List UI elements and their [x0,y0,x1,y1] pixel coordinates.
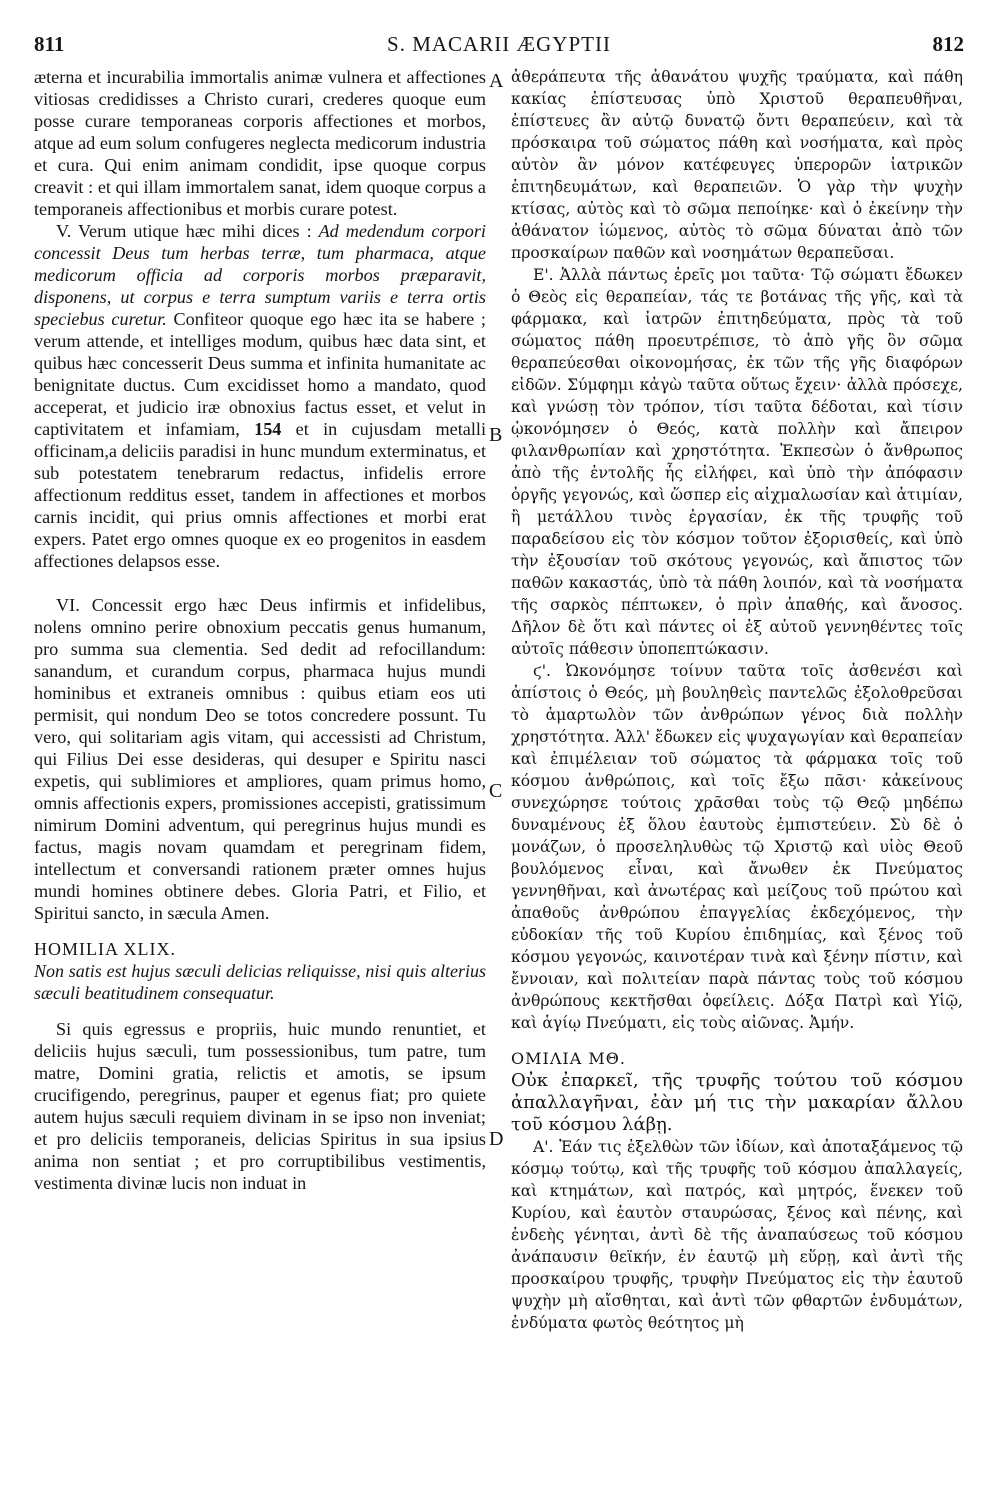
latin-p2-start: V. Verum utique hæc mihi dices : [56,221,319,241]
greek-homily-title: ΟΜΙΛΙΑ ΜΘ. [511,1049,626,1068]
greek-paragraph-4: Α'. Ἐάν τις ἐξελθὼν τῶν ἰδίων, καὶ ἀποταξάμενος τῷ κόσμῳ τούτῳ, καὶ τῆς τρυφῆς τοῦ κόσμου ἀπαλλαγείς, καὶ κτημάτων, καὶ πατρός, καὶ μητρός, ἕνεκεν τοῦ Κυρίου, καὶ ἑαυτὸν σταυρώσας, ξένος καὶ πένης, καὶ ἐνδεὴς γένηται, ἀντὶ δὲ τῆς ἀναπαύσεως τοῦ κόσμου ἀνάπαυσιν θεϊκήν, ἐν ἑαυτῷ μὴ εὕρῃ, καὶ ἀντὶ τῆς προσκαίρου τρυφῆς, τρυφὴν Πνεύματος εἰς τὴν ἑαυτοῦ ψυχὴν μὴ αἴσθηται, καὶ ἀντὶ τῶν φθαρτῶν ἐνδυμάτων, ἐνδύματα φωτὸς θεότητος μὴ [511,1138,963,1332]
greek-paragraph-2: Ε'. Ἀλλὰ πάντως ἐρεῖς μοι ταῦτα· Τῷ σώματι ἔδωκεν ὁ Θεὸς εἰς θεραπείαν, τάς τε βοτάνας τῆς γῆς, καὶ τὰ φάρμακα, καὶ ἰατρῶν ἐπιτηδεύματα, πρὸς τὰ τοῦ σώματος πάθη προευτρέπισε, τὸ ἀπὸ γῆς ὂν σῶμα θεραπεύεσθαι οἰκονομήσας, ἐκ τῶν τῆς γῆς διαφόρων εἰδῶν. Σύμφημι κἀγὼ ταῦτα οὕτως ἔχειν· ἀλλὰ πρόσεχε, καὶ γνώσῃ τὸν τρόπον, τίσι ταῦτα δέδοται, καὶ τίσιν ᾠκονόμησεν ὁ Θεός, κατὰ πολλὴν καὶ ἄπειρον φιλανθρωπίαν καὶ χρηστότητα. Ἐκπεσὼν ὁ ἄνθρωπος ἀπὸ τῆς ἐντολῆς ἧς εἰλήφει, καὶ ὑπὸ τὴν ἀπόφασιν ὀργῆς γεγονώς, καὶ ὥσπερ εἰς αἰχμαλωσίαν καὶ ἀτιμίαν, ἢ μετάλλου τινὸς ἐργασίαν, ἐκ τῆς τρυφῆς τοῦ παραδείσου εἰς τὸν κόσμον τοῦτον ἐξορισθείς, καὶ ὑπὸ τὴν ἐξουσίαν τοῦ σκότους γεγονώς, καὶ ἄπιστος τῶν παθῶν κακαστάς, ὑπὸ τὰ πάθη λοιπόν, καὶ τὰ νοσήματα τῆς σαρκὸς πέπτωκεν, ὁ πρὶν ἀπαθής, καὶ ἄνοσος. Δῆλον δὲ ὅτι καὶ πάντες οἱ ἐξ αὐτοῦ γεννηθέντες τοῖς αὐτοῖς πάθεσιν ὑποπεπτώκασιν. [511,266,963,658]
latin-homily-title: HOMILIA XLIX. [34,939,176,959]
greek-homily-subtitle: Οὐκ ἐπαρκεῖ, τῆς τρυφῆς τούτου τοῦ κόσμου ἀπαλλαγῆναι, ἐὰν μή τις τὴν μακαρίαν ἄλλου τοῦ κόσμου λάβῃ. [511,1070,963,1135]
margin-letter-d: D [489,1128,504,1150]
page-number-right: 812 [932,32,964,56]
latin-column [34,66,486,1194]
latin-paragraph-2 [34,220,486,572]
page-header [34,28,964,62]
margin-letter-a: A [489,70,504,92]
page-number-left: 811 [34,32,65,56]
latin-p2-rest: Confiteor quoque ego hæc ita se habere ; verum attende, et intelliges modum, quibus hæc data sint, et quibus hæc concesserit Deus summa et infinita humanitate ac benignitate ductus. Cum excidisset homo a mandato, quod acceperat, et judicio iræ obnoxius factus esset, et velut in captivitatem et infamiam, [34,309,486,439]
column-number-marker: 154 [254,419,282,439]
greek-column [511,66,963,1334]
latin-homily-subtitle: Non satis est hujus sæculi delicias reliquisse, nisi quis alterius sæculi beatitudinem consequatur. [34,961,486,1003]
latin-p2-quote: Ad medendum corpori concessit Deus tum herbas terræ, tum pharmaca, atque medicorum officia ad corporis morbos præparavit, disponens, ut corpus e terra sumptum variis e terra ortis speciebus curetur. [34,221,486,329]
greek-paragraph-1: ἀθεράπευτα τῆς ἀθανάτου ψυχῆς τραύματα, καὶ πάθη κακίας ἐπίστευσας ὑπὸ Χριστοῦ θεραπευθῆναι, ἐπίστευες ἂν αὐτῷ δυνατῷ ὄντι θεραπεύειν, καὶ τὰ πρόσκαιρα τοῦ σώματος πάθη καὶ νοσήματα, καὶ πρὸς αὐτὸν ἂν μόνον κατέφευγες ὑπερορῶν ἰατρικῶν ἐπιτηδευμάτων, καὶ θεραπειῶν. Ὁ γὰρ τὴν ψυχὴν κτίσας, αὐτὸς καὶ τὸ σῶμα πεποίηκε· καὶ ὁ ἐκείνην τὴν ἀθάνατον ἰώμενος, αὐτὸς τὸ σῶμα δύναται ἀπὸ τῶν προσκαίρων παθῶν καὶ νοσημάτων θεραπεῦσαι. [511,68,963,262]
latin-paragraph-1: æterna et incurabilia immortalis animæ vulnera et affectiones vitiosas credidisses a Christo curari, crederes quoque eum posse curare temporaneas corporis affectiones et morbos, atque ad eum solum confugeres neglecta medicorum industria et cura. Qui enim animam condidit, ipse quoque corpus creavit : et qui illam immortalem sanat, idem quoque corpus a temporaneis affectionibus et morbis curare potest. [34,67,486,219]
greek-paragraph-3: ϛ'. Ὠκονόμησε τοίνυν ταῦτα τοῖς ἀσθενέσι καὶ ἀπίστοις ὁ Θεός, μὴ βουληθεὶς παντελῶς ἐξολοθρεῦσαι τὸ ἁμαρτωλὸν τῶν ἀνθρώπων γένος διὰ πολλὴν χρηστότητα. Ἀλλ' ἔδωκεν εἰς ψυχαγωγίαν καὶ θεραπείαν καὶ ἐπιμέλειαν τοῦ σώματος τὰ φάρμακα τοῖς τοῦ κόσμου ἀνθρώποις, καὶ τοῖς ἔξω πᾶσι· κἀκείνους συνεχώρησε τούτοις χρᾶσθαι τοὺς τῷ Θεῷ μηδέπω δυναμένους ἐξ ὅλου ἑαυτοὺς ἐμπιστεύειν. Σὺ δὲ ὁ μονάζων, ὁ προσεληλυθὼς τῷ Χριστῷ καὶ υἱὸς Θεοῦ βουλόμενος εἶναι, καὶ ἄνωθεν ἐκ Πνεύματος γεννηθῆναι, καὶ ἀνωτέρας καὶ μείζους τοῦ πρώτου καὶ ἀπαθοῦς ἀνθρώπου ἐπαγγελίας ἐκδεχόμενος, τὴν εὐδοκίαν τῆς τοῦ Κυρίου ἐπιδημίας, καὶ ξένος τοῦ κόσμου γεγονώς, καινοτέραν τινὰ καὶ ξένην πίστιν, καὶ ἔννοιαν, καὶ πολιτείαν παρὰ πάντας τοὺς τοῦ κόσμου ἀνθρώπους κεκτῆσθαι ὀφείλεις. Δόξα Πατρὶ καὶ Υἱῷ, καὶ ἁγίῳ Πνεύματι, εἰς τοὺς αἰῶνας. Ἀμήν. [511,662,963,1032]
margin-letter-c: C [489,780,503,802]
latin-p2-end: et in cujusdam metalli officinam,a deliciis paradisi in hunc mundum exterminatus, et sub potestatem tenebrarum redactus, infidelis errore affectionum redditus esset, tandem in affectiones et morbos carnis incidit, qui prius omnis affectiones et morbi erat expers. Patet ergo omnes quoque ex eo progenitos in easdem affectiones delapsos esse. [34,419,486,571]
running-title: S. MACARII ÆGYPTII [387,32,611,56]
latin-paragraph-3: VI. Concessit ergo hæc Deus infirmis et infidelibus, nolens omnino perire obnoxium peccatis genus humanum, pro summa sua clementia. Sed dedit ad refocillandum: sanandum, et curandum corpus, pharmaca hujus mundi hominibus et extraneis omnibus : quibus etiam eos uti permisit, qui nondum Deo se totos concredere possunt. Tu vero, qui solitariam agis vitam, qui accessisti ad Christum, qui Filius Dei esse desideras, qui desuper e Spiritu nasci expetis, qui sublimiores et ampliores, quam primus homo, omnis affectionis expers, promissiones accepisti, gratissimum nimirum Domini adventum, qui peregrinus hujus mundi es factus, magis novam quamdam et peregrinam fidem, intellectum et conversandi rationem præter omnes hujus mundi homines obtinere debes. Gloria Patri, et Filio, et Spiritui sancto, in sæcula Amen. [34,595,486,923]
latin-paragraph-4: Si quis egressus e propriis, huic mundo renuntiet, et deliciis hujus sæculi, tum possessionibus, tum patre, tum matre, Domini gratia, relictis et amotis, se ipsum crucifigendo, peregrinus, pauper et egenus fiat; pro quiete autem hujus sæculi requiem divinam in se ipso non inveniat; et pro deliciis temporaneis, delicias Spiritus in sua ipsius anima non sentiat ; et pro corruptibilibus vestimentis, vestimenta divinæ lucis non induat in [34,1019,486,1193]
margin-letter-b: B [489,424,503,446]
